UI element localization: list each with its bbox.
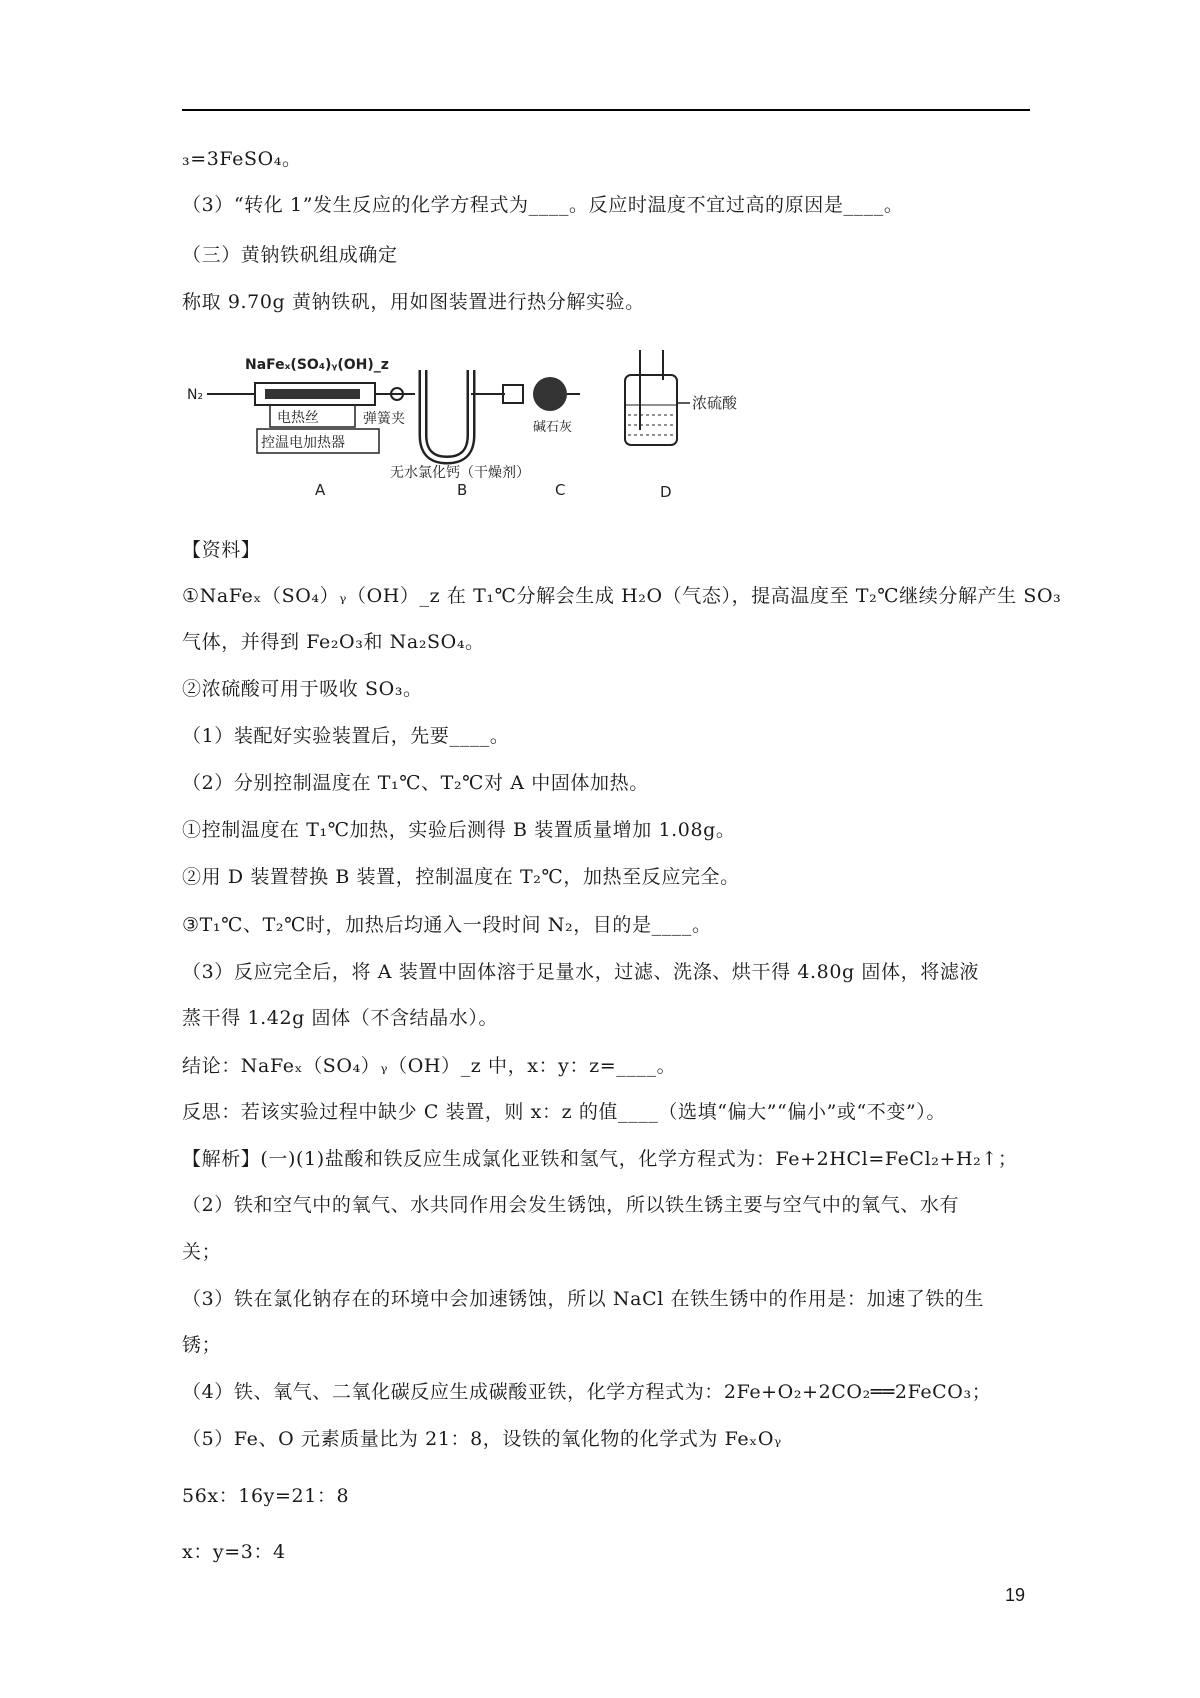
text-line: ③T₁℃、T₂℃时，加热后均通入一段时间 N₂，目的是____。 — [182, 914, 712, 936]
n2-label: N₂ — [187, 387, 204, 403]
text-line: 反思：若该实验过程中缺少 C 装置，则 x：z 的值____（选填“偏大”“偏小”或“不变”）。 — [182, 1101, 947, 1123]
label-b: B — [457, 481, 468, 499]
text-line: （1）装配好实验装置后，先要____。 — [182, 725, 510, 747]
desiccant-label: 无水氯化钙（干燥剂） — [390, 465, 530, 481]
text-line: （3）反应完全后，将 A 装置中固体溶于足量水，过滤、洗涤、烘干得 4.80g 固体，将滤液 — [182, 961, 980, 983]
text-line: （5）Fe、O 元素质量比为 21：8，设铁的氧化物的化学式为 FeₓOᵧ — [182, 1428, 782, 1450]
page-number: 19 — [1004, 1585, 1025, 1605]
apparatus-figure — [185, 345, 815, 505]
header-rule — [182, 109, 1030, 111]
text-line: ②用 D 装置替换 B 装置，控制温度在 T₂℃，加热至反应完全。 — [182, 866, 740, 888]
text-line: ₃=3FeSO₄。 — [182, 148, 302, 170]
acid-label: 浓硫酸 — [692, 394, 738, 412]
heater-label: 控温电加热器 — [261, 435, 345, 451]
text-line: 关； — [182, 1241, 222, 1263]
text-line: （2）分别控制温度在 T₁℃、T₂℃对 A 中固体加热。 — [182, 772, 649, 794]
clamp-label: 弹簧夹 — [363, 411, 405, 427]
text-line: （2）铁和空气中的氧气、水共同作用会发生锈蚀，所以铁生锈主要与空气中的氧气、水有 — [182, 1194, 960, 1216]
text-line: 【资料】 — [182, 539, 261, 561]
text-line: 56x：16y=21：8 — [182, 1485, 350, 1507]
text-line: ①控制温度在 T₁℃加热，实验后测得 B 装置质量增加 1.08g。 — [182, 819, 736, 841]
soda-lime-label: 碱石灰 — [533, 420, 573, 435]
text-line: 结论：NaFeₓ（SO₄）ᵧ（OH）_z 中，x：y：z=____。 — [182, 1055, 677, 1077]
label-d: D — [660, 483, 672, 501]
text-line: x：y=3：4 — [182, 1541, 286, 1563]
text-line: （三）黄钠铁矾组成确定 — [182, 244, 398, 266]
text-line: ②浓硫酸可用于吸收 SO₃。 — [182, 678, 423, 700]
text-line: （3）铁在氯化钠存在的环境中会加速锈蚀，所以 NaCl 在铁生锈中的作用是：加速了铁的生 — [182, 1288, 985, 1310]
label-a: A — [315, 481, 326, 499]
label-c: C — [555, 481, 566, 499]
text-line: （3）“转化 1”发生反应的化学方程式为____。反应时温度不宜过高的原因是____。 — [182, 194, 904, 216]
text-line: ①NaFeₓ（SO₄）ᵧ（OH）_z 在 T₁℃分解会生成 H₂O（气态），提高温度至 T₂℃继续分解产生 SO₃ — [182, 585, 1062, 607]
formula-label: NaFeₓ(SO₄)ᵧ(OH)_z — [245, 357, 389, 373]
text-line: 【解析】(一)(1)盐酸和铁反应生成氯化亚铁和氢气，化学方程式为：Fe+2HCl=FeCl₂+H₂↑； — [182, 1148, 1018, 1170]
text-line: （4）铁、氧气、二氧化碳反应生成碳酸亚铁，化学方程式为：2Fe+O₂+2CO₂══2FeCO₃； — [182, 1381, 992, 1403]
text-line: 锈； — [182, 1334, 222, 1356]
text-line: 蒸干得 1.42g 固体（不含结晶水）。 — [182, 1007, 499, 1029]
text-line: 称取 9.70g 黄钠铁矾，用如图装置进行热分解实验。 — [182, 291, 645, 313]
heater-wire-label: 电热丝 — [277, 410, 319, 426]
text-line: 气体，并得到 Fe₂O₃和 Na₂SO₄。 — [182, 631, 485, 653]
